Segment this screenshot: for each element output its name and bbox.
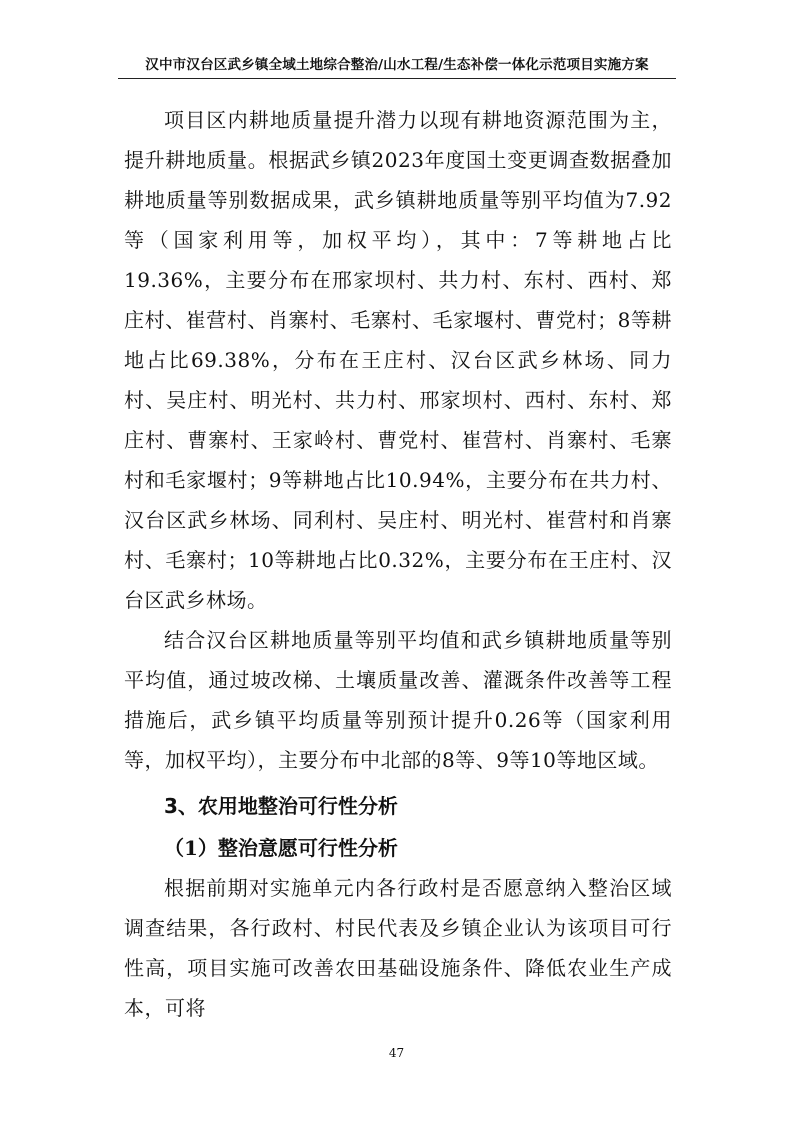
subheading-willingness: （1）整治意愿可行性分析: [164, 836, 398, 860]
page-header: [118, 50, 676, 79]
section-heading-feasibility: 3、农用地整治可行性分析: [164, 794, 398, 818]
document-body: [124, 100, 672, 1028]
header-title: 汉中市汉台区武乡镇全域土地综合整治/山水工程/生态补偿一体化示范项目实施方案: [145, 57, 649, 73]
page-number: 47: [388, 1046, 405, 1060]
paragraph-farmland-quality: 项目区内耕地质量提升潜力以现有耕地资源范围为主，提升耕地质量。根据武乡镇2023年度国土变更调查数据叠加耕地质量等别数据成果，武乡镇耕地质量等别平均值为7.92等（国家利用等，加权平均），其中：7等耕地占比19.36%，主要分布在邢家坝村、共力村、东村、西村、郑庄村、崔营村、肖寨村、毛寨村、毛家堰村、曹党村；8等耕地占比69.38%，分布在王庄村、汉台区武乡林场、同力村、吴庄村、明光村、共力村、邢家坝村、西村、东村、郑庄村、曹寨村、王家岭村、曹党村、崔营村、肖寨村、毛寨村和毛家堰村；9等耕地占比10.94%，主要分布在共力村、汉台区武乡林场、同利村、吴庄村、明光村、崔营村和肖寨村、毛寨村；10等耕地占比0.32%，主要分布在王庄村、汉台区武乡林场。: [124, 108, 672, 612]
paragraph-quality-improvement: 结合汉台区耕地质量等别平均值和武乡镇耕地质量等别平均值，通过坡改梯、土壤质量改善、灌溉条件改善等工程措施后，武乡镇平均质量等别预计提升0.26等（国家利用等，加权平均），主要分布中北部的8等、9等10等地区域。: [124, 628, 672, 772]
paragraph-survey-results: 根据前期对实施单元内各行政村是否愿意纳入整治区域调查结果，各行政村、村民代表及乡镇企业认为该项目可行性高，项目实施可改善农田基础设施条件、降低农业生产成本，可将: [124, 876, 672, 1020]
